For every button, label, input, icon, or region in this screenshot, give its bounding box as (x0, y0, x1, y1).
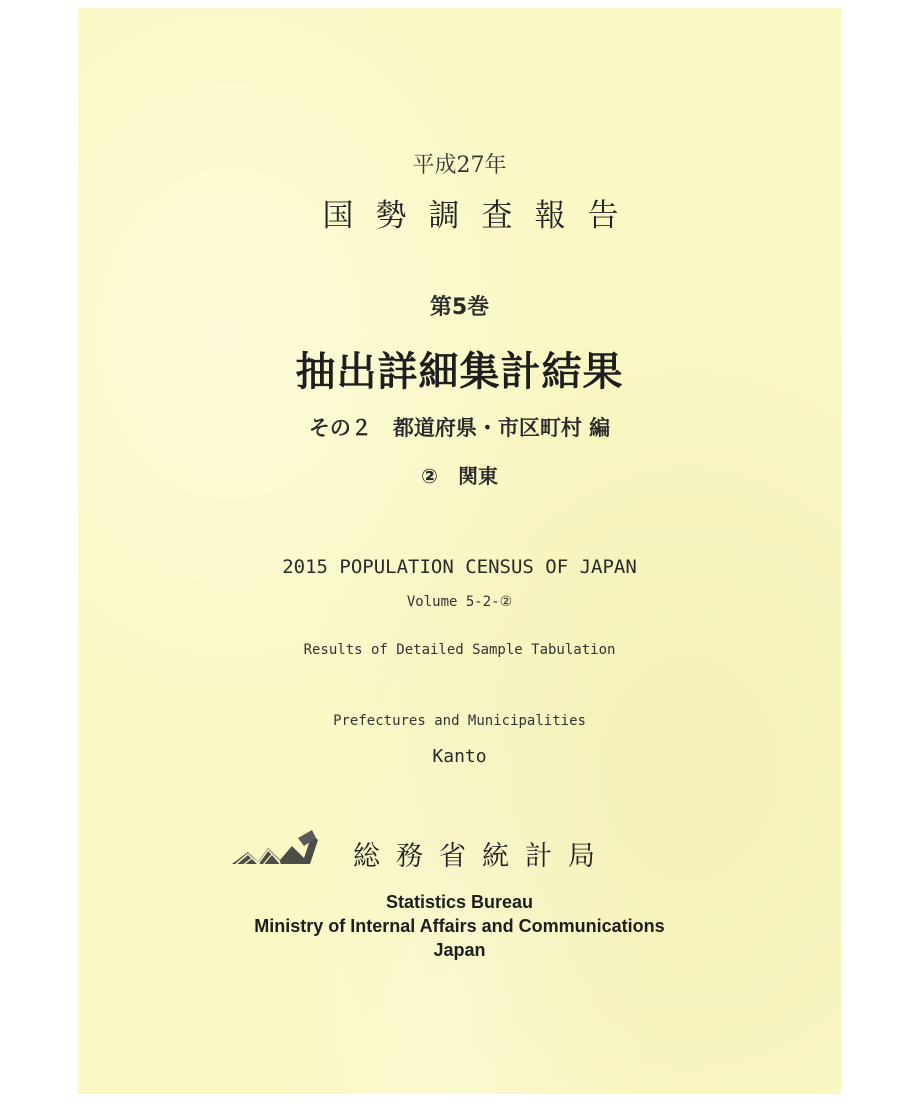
org-name-en-line1: Statistics Bureau (385, 892, 534, 912)
cover-page (78, 8, 841, 1094)
era-year: 平成27年 (412, 153, 507, 178)
region-en: Kanto (432, 746, 487, 767)
volume-en: Volume 5-2-② (406, 594, 513, 610)
org-name-en-line2: Ministry of Internal Affairs and Communications (254, 916, 665, 936)
report-title-jp: 国勢調査報告 (322, 198, 641, 234)
results-title-en: Results of Detailed Sample Tabulation (303, 642, 616, 658)
region-jp: ② 関東 (421, 464, 498, 488)
main-title-jp: 抽出詳細集計結果 (295, 349, 624, 395)
org-name-en-line3: Japan (433, 940, 486, 960)
bureau-name-jp: 総務省統計局 (353, 841, 611, 872)
statistics-bureau-logo-icon (232, 824, 318, 872)
volume-jp: 第5巻 (429, 295, 490, 320)
subtitle-jp: その２ 都道府県・市区町村 編 (308, 416, 611, 440)
census-title-en: 2015 POPULATION CENSUS OF JAPAN (282, 556, 637, 578)
prefectures-en: Prefectures and Municipalities (333, 713, 586, 729)
